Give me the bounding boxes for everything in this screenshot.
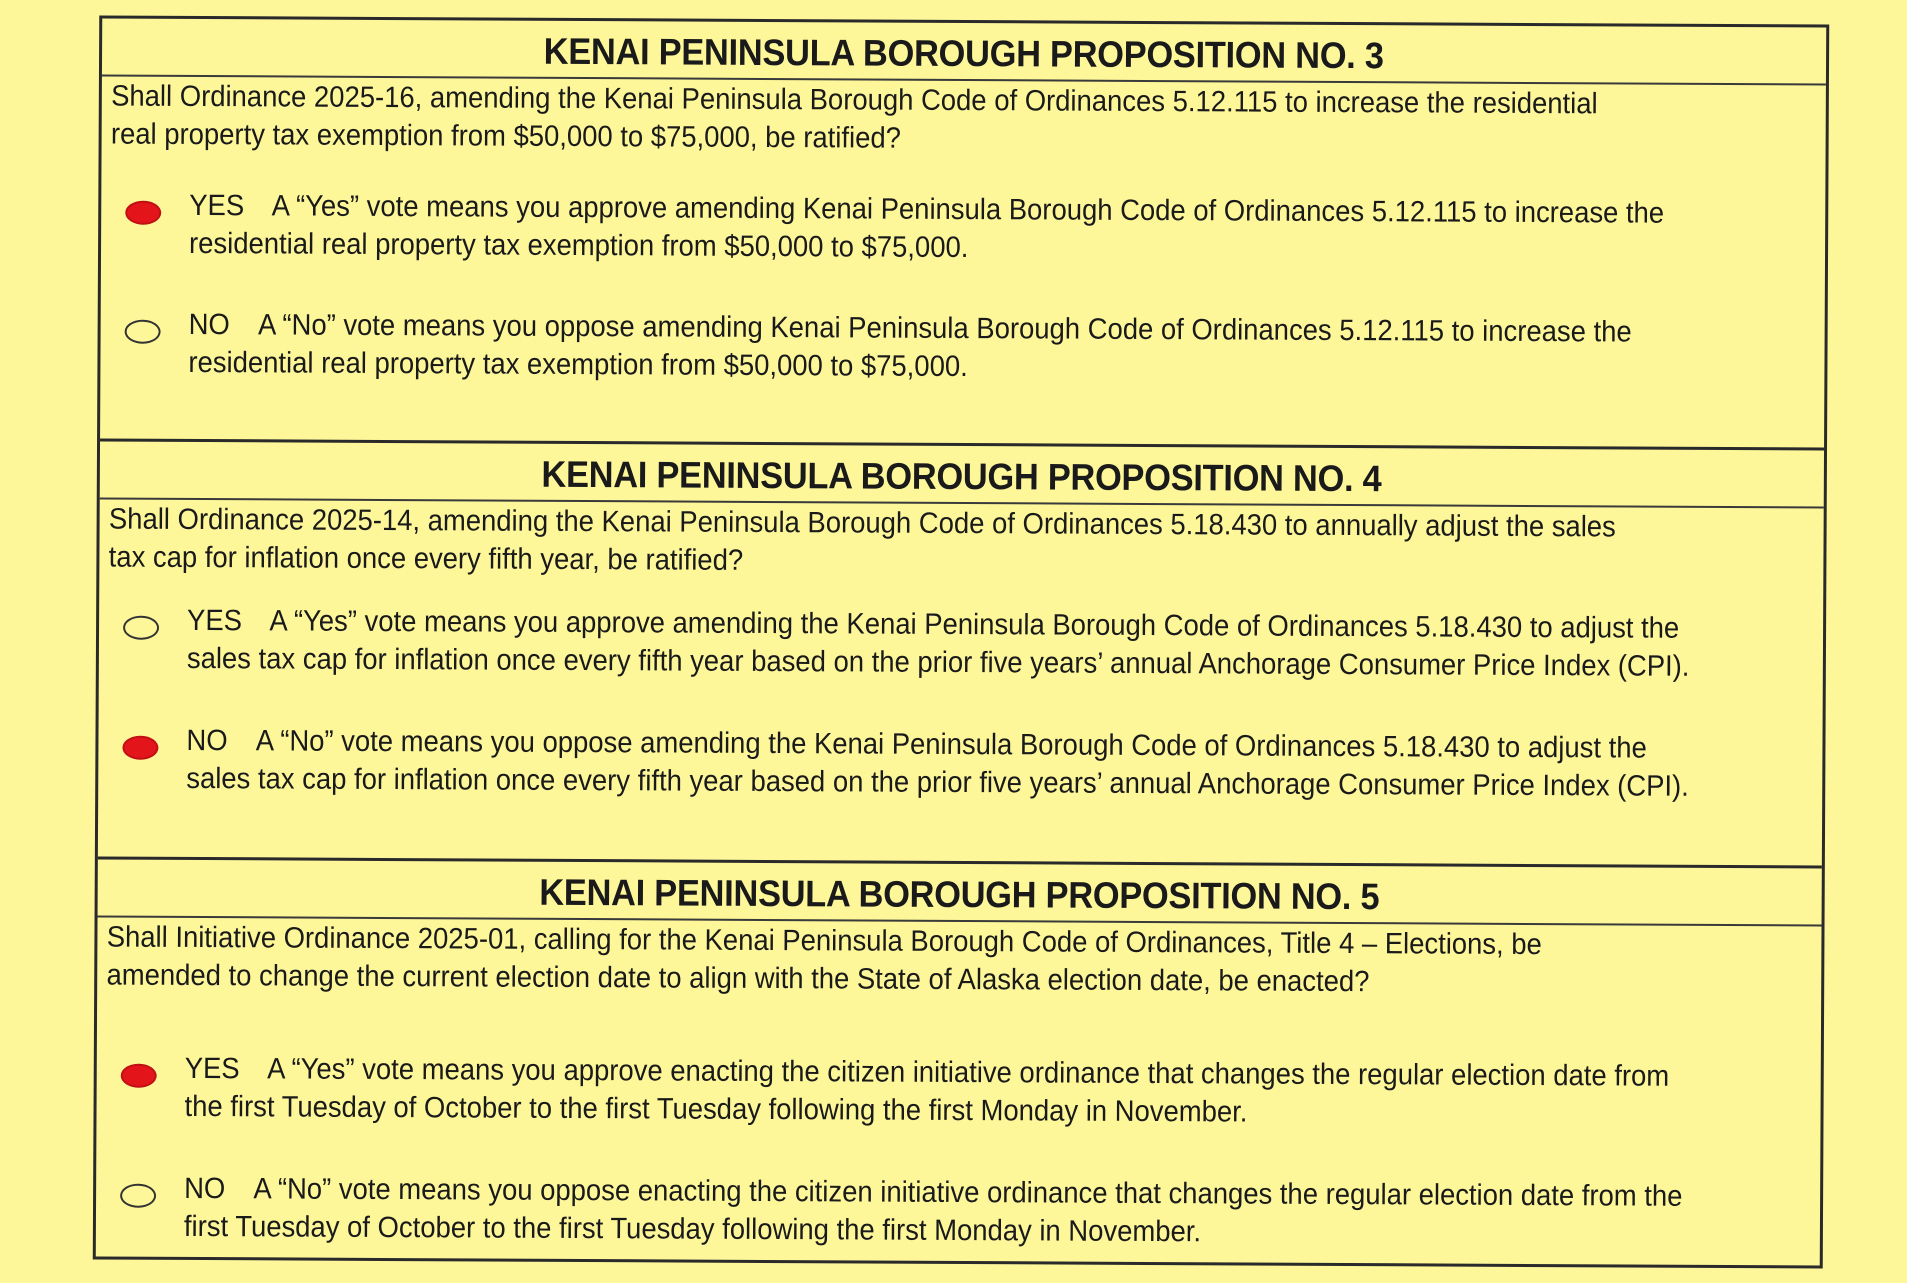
option-label-yes: YES (189, 188, 245, 223)
option-text (184, 1050, 1821, 1135)
option-text (184, 1170, 1821, 1255)
proposition-5 (96, 856, 1822, 1265)
vote-bubble-no[interactable] (120, 1184, 156, 1208)
proposition-3 (100, 18, 1826, 447)
option-no[interactable] (96, 1169, 1820, 1258)
option-description: A “Yes” vote means you approve amending Kenai Peninsula Borough Code of Ordinances 5.12.115 to increase the residential real property tax exemption from $50,000 to $75,000. (188, 189, 1665, 265)
vote-bubble-yes[interactable] (121, 1064, 157, 1088)
proposition-header (98, 859, 1822, 926)
option-description: A “Yes” vote means you approve enacting the citizen initiative ordinance that changes the regular election date from the first Tuesday of October to the first Tuesday following the first Monday in November. (184, 1052, 1670, 1129)
option-no[interactable] (100, 305, 1824, 394)
proposition-question: Shall Initiative Ordinance 2025-01, calling for the Kenai Peninsula Borough Code of Ordinances, Title 4 – Elections, be amended to change the current election date to align with the State of Alaska election date, be enacted? (106, 920, 1542, 999)
proposition-question: Shall Ordinance 2025-16, amending the Kenai Peninsula Borough Code of Ordinances 5.12.115 to increase the residential real property tax exemption from $50,000 to $75,000, be ratified? (110, 79, 1598, 155)
proposition-question: Shall Ordinance 2025-14, amending the Kenai Peninsula Borough Code of Ordinances 5.18.430 to annually adjust the sales tax cap for inflation once every fifth year, be ratified? (108, 502, 1616, 577)
ballot-sheet (93, 15, 1829, 1268)
proposition-header (100, 441, 1824, 508)
vote-bubble-no[interactable] (125, 320, 161, 344)
option-no[interactable] (98, 721, 1822, 810)
option-label-no: NO (188, 307, 230, 342)
option-yes[interactable] (99, 601, 1823, 690)
proposition-title: KENAI PENINSULA BOROUGH PROPOSITION NO. 4 (541, 453, 1382, 500)
proposition-header (102, 18, 1826, 85)
vote-bubble-no[interactable] (122, 736, 158, 760)
option-label-no: NO (186, 723, 228, 758)
option-label-no: NO (184, 1171, 226, 1206)
proposition-4 (98, 438, 1824, 865)
option-text (186, 722, 1823, 807)
option-description: A “No” vote means you oppose amending Kenai Peninsula Borough Code of Ordinances 5.12.115 to increase the residential real property tax exemption from $50,000 to $75,000. (188, 308, 1632, 384)
proposition-title: KENAI PENINSULA BOROUGH PROPOSITION NO. 5 (539, 871, 1380, 918)
vote-bubble-yes[interactable] (125, 201, 161, 225)
option-text (187, 602, 1824, 687)
option-description: A “Yes” vote means you approve amending the Kenai Peninsula Borough Code of Ordinances 5.18.430 to adjust the sales tax cap for inflation once every fifth year based on the prior five years’ annual Anchorage Consumer Price Index (CPI). (186, 604, 1690, 683)
option-text (189, 187, 1826, 272)
option-label-yes: YES (184, 1051, 240, 1086)
option-yes[interactable] (96, 1049, 1820, 1138)
vote-bubble-yes[interactable] (123, 616, 159, 640)
option-description: A “No” vote means you oppose enacting the citizen initiative ordinance that changes the regular election date from the first Tuesday of October to the first Tuesday following the first Monday in November. (183, 1172, 1683, 1249)
proposition-title: KENAI PENINSULA BOROUGH PROPOSITION NO. 3 (543, 30, 1385, 77)
option-description: A “No” vote means you oppose amending the Kenai Peninsula Borough Code of Ordinances 5.18.430 to adjust the sales tax cap for inflation once every fifth year based on the prior five years’ annual Anchorage Consumer Price Index (CPI). (186, 724, 1689, 803)
option-yes[interactable] (101, 186, 1825, 275)
option-text (188, 306, 1825, 391)
option-label-yes: YES (187, 603, 243, 638)
